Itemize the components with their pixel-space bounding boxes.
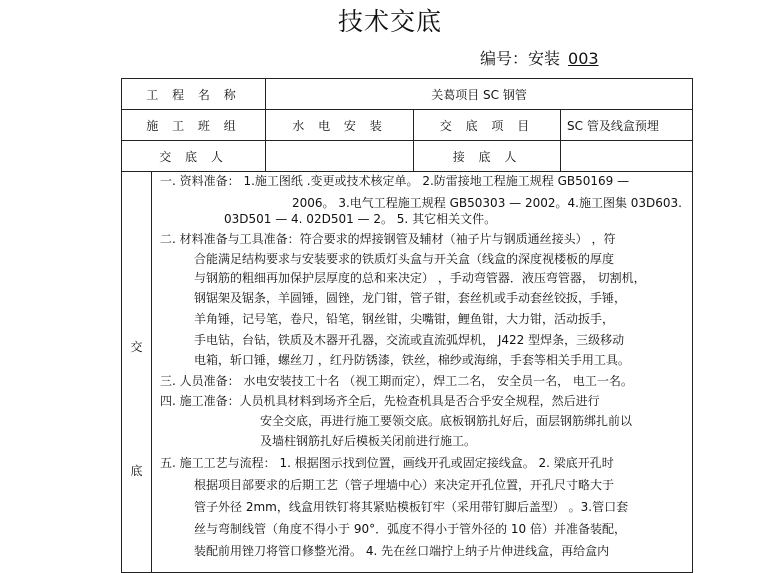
content-line: 钢锯架及锯条，羊圆锤，圆锉，龙门钳，管子钳，套丝机或手动套丝铰扳，手锤， bbox=[194, 291, 627, 305]
content-line: 五. 施工工艺与流程： 1. 根据图示找到位置，画线开孔或固定接线盒。 2. 梁底开孔时 bbox=[160, 456, 614, 470]
project-name-value: 关葛项目 SC 钢管 bbox=[266, 79, 693, 110]
receiver-value bbox=[561, 141, 693, 172]
receiver-label: 接 底 人 bbox=[414, 141, 561, 172]
content-line: 羊角锤，记号笔，卷尺，铅笔，钢丝钳，尖嘴钳，鲤鱼钳，大力钳，活动扳手， bbox=[194, 312, 615, 326]
project-name-row bbox=[122, 79, 693, 110]
content-line: 管子外径 2mm，线盒用铁钉将其紧贴模板钉牢（采用带钉脚后盖型） 。3.管口套 bbox=[194, 500, 629, 514]
content-line: 03D501 — 4. 02D501 — 2。 5. 其它相关文件。 bbox=[224, 212, 497, 226]
content-line: 电箱，斩口锤，螺丝刀 ，红丹防锈漆，铁丝，棉纱或海绵，手套等相关手用工具。 bbox=[194, 353, 630, 367]
side-label-bottom: 底 bbox=[130, 464, 143, 478]
content-cell bbox=[152, 172, 693, 573]
content-line: 合能满足结构要求与安装要求的铁质灯头盒与开关盒（线盒的深度视楼板的厚度 bbox=[194, 252, 615, 266]
content-line: 手电钻，台钻，铁质及木器开孔器，交流或直流弧焊机， J422 型焊条，三级移动 bbox=[194, 333, 625, 347]
team-row bbox=[122, 110, 693, 141]
team-label: 施 工 班 组 bbox=[122, 110, 266, 141]
content-line: 装配前用锉刀将管口修整光滑。 4. 先在丝口端拧上纳子片伸进线盒，再给盒内 bbox=[194, 544, 610, 558]
document-number-value: 003 bbox=[568, 49, 599, 68]
item-value: SC 管及线盒预埋 bbox=[561, 110, 693, 141]
content-line: 一. 资料准备： 1.施工图纸 .变更或技术核定单。 2.防雷接地工程施工规程 GB50169 — bbox=[160, 174, 630, 188]
content-line: 二. 材料准备与工具准备：符合要求的焊接钢管及辅材（袖子片与钢质通丝接头） ，符 bbox=[160, 232, 616, 246]
document-number bbox=[480, 46, 599, 69]
team-value: 水 电 安 装 bbox=[266, 110, 414, 141]
content-line: 根据项目部要求的后期工艺（管子埋墙中心）来决定开孔位置，开孔尺寸略大于 bbox=[194, 478, 615, 492]
content-line: 及墙柱钢筋扎好后模板关闭前进行施工。 bbox=[260, 434, 477, 448]
content-row bbox=[122, 172, 693, 573]
content-line: 四. 施工准备：人员机具材料到场齐全后，先检查机具是否合乎安全规程，然后进行 bbox=[160, 394, 600, 408]
content-line: 三. 人员准备： 水电安装技工十名 （视工期而定），焊工二名， 安全员一名， 电工一名。 bbox=[160, 374, 633, 388]
content-line: 与钢筋的粗细再加保护层厚度的总和来决定） ，手动弯管器．液压弯管器， 切割机， bbox=[194, 271, 646, 285]
content-line: 安全交底，再进行施工要领交底。底板钢筋扎好后，面层钢筋绑扎前以 bbox=[260, 414, 633, 428]
content-line: 丝与弯制线管（角度不得小于 90°．弧度不得小于管外径的 10 倍）并准备装配， bbox=[194, 522, 626, 536]
item-label: 交 底 项 目 bbox=[414, 110, 561, 141]
discloser-label: 交 底 人 bbox=[122, 141, 266, 172]
side-label-top: 交 bbox=[130, 340, 143, 354]
content-line: 2006。 3.电气工程施工规程 GB50303 — 2002。4.施工图集 03D603. bbox=[292, 196, 682, 210]
document-title: 技术交底 bbox=[337, 7, 442, 36]
document-number-label: 编号：安装 bbox=[480, 49, 561, 68]
project-name-label: 工 程 名 称 bbox=[122, 79, 266, 110]
discloser-value bbox=[266, 141, 414, 172]
side-label-cell bbox=[122, 172, 152, 573]
discloser-row bbox=[122, 141, 693, 172]
disclosure-table bbox=[121, 78, 693, 573]
